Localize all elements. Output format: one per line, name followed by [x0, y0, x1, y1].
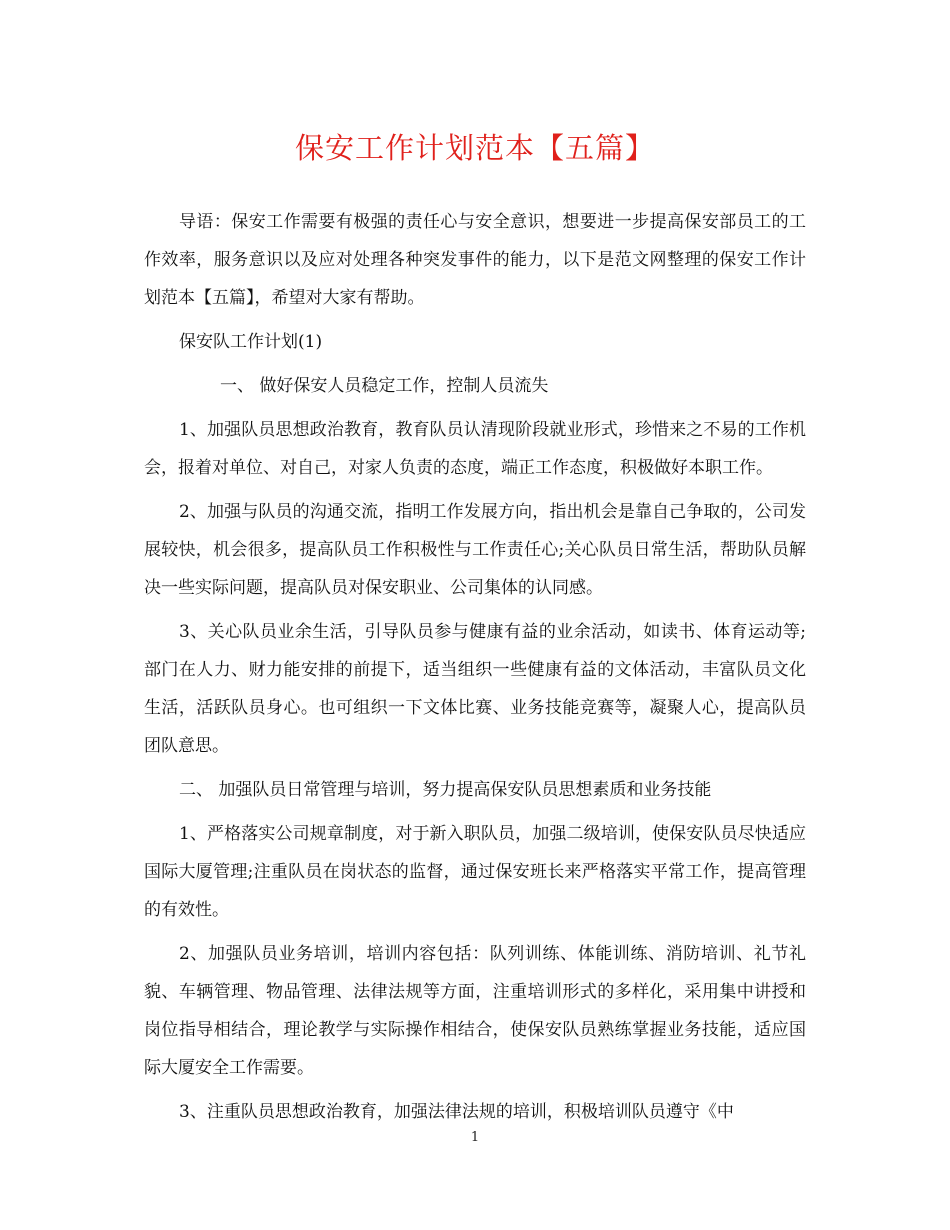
body-paragraph: 3、关心队员业余生活，引导队员参与健康有益的业余活动，如读书、体育运动等;部门在人力、财力能安排的前提下，适当组织一些健康有益的文体活动，丰富队员文化生活，活跃队员身心。也可组织一下文体比赛、业务技能竞赛等，凝聚人心，提高队员团队意思。 — [144, 622, 806, 756]
subsection-heading-2: 二、 加强队员日常管理与培训，努力提高保安队员思想素质和业务技能 — [179, 780, 712, 800]
body-paragraph: 2、加强与队员的沟通交流，指明工作发展方向，指出机会是靠自己争取的，公司发展较快，机会很多，提高队员工作积极性与工作责任心;关心队员日常生活，帮助队员解决一些实际问题，提高队员对保安职业、公司集体的认同感。 — [144, 502, 806, 598]
document-title: 保安工作计划范本【五篇】 — [294, 131, 655, 165]
document-body — [144, 203, 806, 1137]
intro-paragraph: 导语：保安工作需要有极强的责任心与安全意识，想要进一步提高保安部员工的工作效率，服务意识以及应对处理各种突发事件的能力，以下是范文网整理的保安工作计划范本【五篇】，希望对大家有帮助。 — [144, 212, 806, 308]
subsection-heading-1: 一、 做好保安人员稳定工作，控制人员流失 — [220, 376, 549, 396]
section-heading-plan-1: 保安队工作计划(1) — [179, 332, 323, 352]
body-paragraph: 2、加强队员业务培训，培训内容包括：队列训练、体能训练、消防培训、礼节礼貌、车辆管理、物品管理、法律法规等方面，注重培训形式的多样化，采用集中讲授和岗位指导相结合，理论教学与实际操作相结合，使保安队员熟练掌握业务技能，适应国际大厦安全工作需要。 — [144, 944, 806, 1078]
body-paragraph: 3、注重队员思想政治教育，加强法律法规的培训，积极培训队员遵守《中 — [179, 1102, 734, 1122]
body-paragraph: 1、加强队员思想政治教育，教育队员认清现阶段就业形式，珍惜来之不易的工作机会，报着对单位、对自己，对家人负责的态度，端正工作态度，积极做好本职工作。 — [144, 420, 806, 478]
body-paragraph: 1、严格落实公司规章制度，对于新入职队员，加强二级培训，使保安队员尽快适应国际大厦管理;注重队员在岗状态的监督，通过保安班长来严格落实平常工作，提高管理的有效性。 — [144, 824, 806, 920]
page-number: 1 — [470, 1130, 480, 1145]
